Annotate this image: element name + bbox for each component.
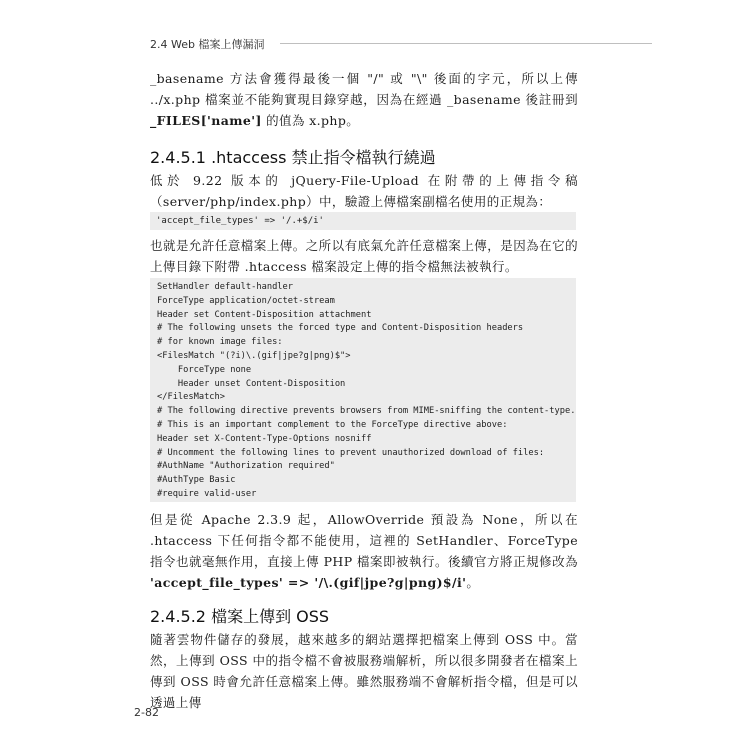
- code-line: <FilesMatch "(?i)\.(gif|jpe?g|png)$">: [157, 350, 351, 361]
- code-line: Header unset Content-Disposition: [157, 378, 346, 389]
- paragraph-apache-text: 但是從 Apache 2.3.9 起，AllowOverride 預設為 None，所以在 .htaccess 下任何指令都不能使用，這裡的 SetHandler、ForceType 指令也就毫無作用，直接上傳 PHP 檔案即被執行。後續官方將正規修改為: [150, 512, 578, 569]
- code-line: # The following directive prevents browsers from MIME-sniffing the content-type.: [157, 406, 576, 417]
- code-line: Header set X-Content-Type-Options nosniff: [157, 433, 372, 444]
- header-rule: [280, 43, 652, 44]
- code-line: # for known image files:: [157, 337, 283, 348]
- code-line: SetHandler default-handler: [157, 282, 293, 292]
- paragraph-oss: 隨著雲物件儲存的發展，越來越多的網站選擇把檔案上傳到 OSS 中。當然，上傳到 OSS 中的指令檔不會被服務端解析，所以很多開發者在檔案上傳到 OSS 時會允許任意檔案上傳。雖然服務端不會解析指令檔，但是可以透過上傳: [150, 632, 578, 710]
- code-line: # The following unsets the forced type and Content-Disposition headers: [157, 323, 524, 334]
- paragraph-apache-tail: 。: [466, 575, 480, 590]
- paragraph-jquery-upload: 低於 9.22 版本的 jQuery-File-Upload 在附帶的上傳指令稿（server/php/index.php）中，驗證上傳檔案副檔名使用的正規為：: [150, 173, 578, 209]
- paragraph-any-upload: 也就是允許任意檔案上傳。之所以有底氣允許任意檔案上傳，是因為在它的上傳目錄下附帶 .htaccess 檔案設定上傳的指令檔無法被執行。: [150, 238, 578, 274]
- page-number: 2-82: [134, 706, 159, 719]
- paragraph-basename-text: _basename 方法會獲得最後一個 "/" 或 "\" 後面的字元，所以上傳 ../x.php 檔案並不能夠實現目錄穿越，因為在經過 _basename 後註冊到: [150, 71, 578, 107]
- paragraph-apache: [150, 509, 578, 593]
- paragraph-basename: [150, 68, 578, 131]
- code-line: Header set Content-Disposition attachment: [157, 309, 372, 320]
- section-heading-oss: 2.4.5.2 檔案上傳到 OSS: [150, 607, 330, 626]
- code-line: </FilesMatch>: [157, 392, 225, 403]
- code-line: #AuthName "Authorization required": [157, 461, 335, 472]
- htaccess-code-block: [150, 278, 576, 502]
- code-line: # Uncomment the following lines to prevent unauthorized download of files:: [157, 447, 545, 458]
- inline-code-regex: 'accept_file_types' => '/.+$/i': [150, 212, 576, 230]
- new-regex-bold: 'accept_file_types' => '/\.(gif|jpe?g|png)$/i': [150, 575, 467, 590]
- running-header: 2.4 Web 檔案上傳漏洞: [150, 38, 265, 51]
- code-line: ForceType none: [157, 364, 252, 375]
- code-line: # This is an important complement to the ForceType directive above:: [157, 419, 508, 430]
- code-line: #require valid-user: [157, 488, 257, 499]
- section-heading-htaccess: 2.4.5.1 .htaccess 禁止指令檔執行繞過: [150, 148, 436, 167]
- files-name-bold: _FILES['name']: [150, 113, 262, 128]
- paragraph-basename-tail: 的值為 x.php。: [261, 113, 360, 128]
- code-line: ForceType application/octet-stream: [157, 295, 335, 306]
- code-line: #AuthType Basic: [157, 475, 236, 486]
